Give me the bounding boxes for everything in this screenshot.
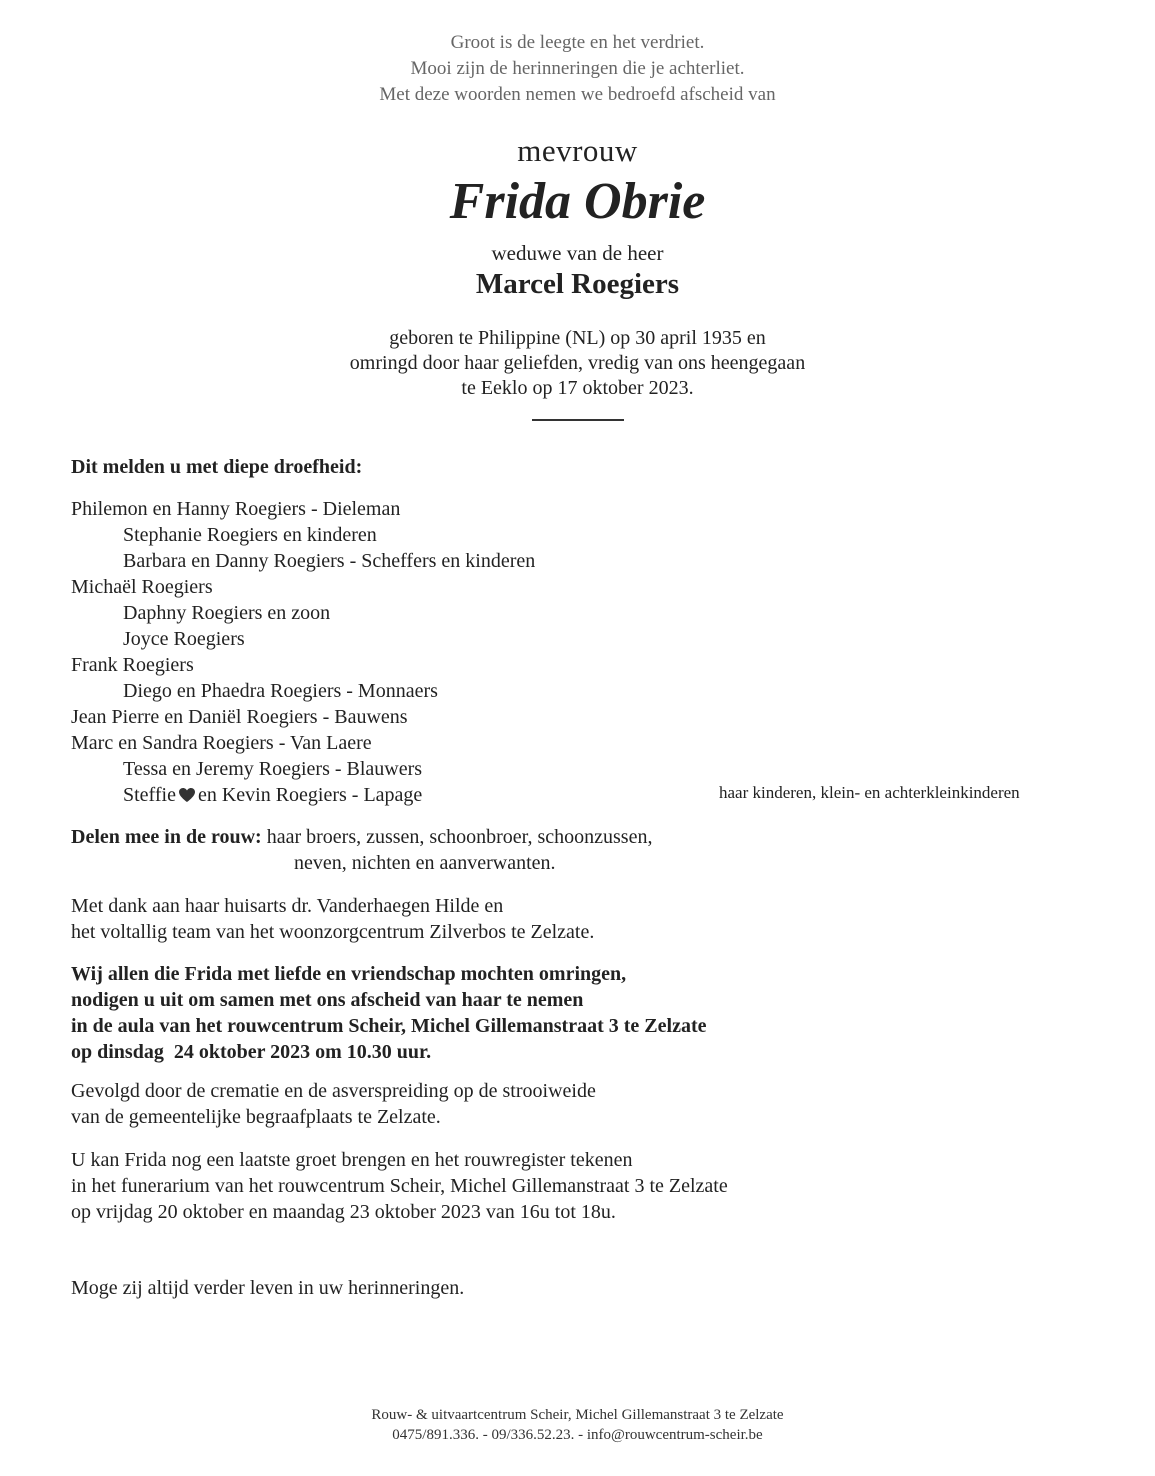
- family-member: Stephanie Roegiers en kinderen: [123, 524, 377, 546]
- divider: [532, 419, 624, 421]
- family-member: Daphny Roegiers en zoon: [123, 602, 331, 624]
- thanks-line: Met dank aan haar huisarts dr. Vanderhaegen Hilde en: [71, 895, 504, 917]
- family-member: Joyce Roegiers: [123, 628, 245, 650]
- invite-line: op dinsdag 24 oktober 2023 om 10.30 uur.: [71, 1041, 432, 1063]
- visit-line: op vrijdag 20 oktober en maandag 23 oktober 2023 van 16u tot 18u.: [71, 1201, 616, 1223]
- thanks-line: het voltallig team van het woonzorgcentrum Zilverbos te Zelzate.: [71, 921, 595, 943]
- thanks-paragraph: [71, 893, 1111, 945]
- husband-name: Marcel Roegiers: [475, 268, 680, 300]
- birth-death-details: [0, 326, 1155, 401]
- announce-heading: Dit melden u met diepe droefheid:: [71, 456, 363, 478]
- widow-of-line: weduwe van de heer: [491, 241, 664, 265]
- family-member-rest: en Kevin Roegiers - Lapage: [197, 784, 423, 806]
- cremation-line: Gevolgd door de crematie en de asverspreiding op de strooiweide: [71, 1080, 596, 1102]
- funeral-home-footer: [0, 1405, 1155, 1445]
- closing-line: Moge zij altijd verder leven in uw herinneringen.: [71, 1277, 465, 1299]
- footer-contact: 0475/891.336. - 09/336.52.23. - info@rouwcentrum-scheir.be: [392, 1427, 763, 1443]
- cremation-paragraph: [71, 1078, 1111, 1130]
- invite-line: Wij allen die Frida met liefde en vriendschap mochten omringen,: [71, 963, 627, 985]
- cremation-line: van de gemeentelijke begraafplaats te Zelzate.: [71, 1106, 441, 1128]
- intro-line: Groot is de leegte en het verdriet.: [450, 32, 705, 53]
- birth-line: omringd door haar geliefden, vredig van ons heengegaan: [349, 352, 806, 374]
- family-role-label: haar kinderen, klein- en achterkleinkinderen: [719, 783, 1020, 802]
- intro-verse: [0, 30, 1155, 108]
- family-member: Barbara en Danny Roegiers - Scheffers en kinderen: [123, 550, 536, 572]
- family-member: Frank Roegiers: [71, 654, 194, 676]
- invitation-paragraph: [71, 961, 1111, 1065]
- share-label: Delen mee in de rouw:: [71, 826, 262, 848]
- family-list: [71, 496, 1111, 808]
- footer-address: Rouw- & uitvaartcentrum Scheir, Michel Gillemanstraat 3 te Zelzate: [371, 1407, 784, 1423]
- share-line-1: haar broers, zussen, schoonbroer, schoonzussen,: [266, 826, 653, 848]
- family-member: Michaël Roegiers: [71, 576, 213, 598]
- deceased-title: mevrouw: [517, 133, 638, 168]
- invite-line: nodigen u uit om samen met ons afscheid van haar te nemen: [71, 989, 584, 1011]
- deceased-name: Frida Obrie: [449, 173, 706, 230]
- intro-line: Met deze woorden nemen we bedroefd afscheid van: [379, 84, 776, 105]
- birth-line: geboren te Philippine (NL) op 30 april 1935 en: [389, 327, 766, 349]
- family-member: Jean Pierre en Daniël Roegiers - Bauwens: [71, 706, 408, 728]
- family-member: Tessa en Jeremy Roegiers - Blauwers: [123, 758, 423, 780]
- birth-line: te Eeklo op 17 oktober 2023.: [461, 377, 694, 399]
- visit-line: U kan Frida nog een laatste groet brengen en het rouwregister tekenen: [71, 1149, 633, 1171]
- family-member: Diego en Phaedra Roegiers - Monnaers: [123, 680, 438, 702]
- family-member-first: Steffie: [123, 784, 176, 806]
- invite-line: in de aula van het rouwcentrum Scheir, Michel Gillemanstraat 3 te Zelzate: [71, 1015, 707, 1037]
- family-member: Marc en Sandra Roegiers - Van Laere: [71, 732, 372, 754]
- share-mourning: [71, 824, 1111, 876]
- family-member: Philemon en Hanny Roegiers - Dieleman: [71, 498, 401, 520]
- visitation-paragraph: [71, 1147, 1111, 1225]
- heart-icon: [178, 784, 196, 800]
- visit-line: in het funerarium van het rouwcentrum Scheir, Michel Gillemanstraat 3 te Zelzate: [71, 1175, 728, 1197]
- share-line-2: neven, nichten en aanverwanten.: [294, 852, 556, 874]
- intro-line: Mooi zijn de herinneringen die je achterliet.: [410, 58, 745, 79]
